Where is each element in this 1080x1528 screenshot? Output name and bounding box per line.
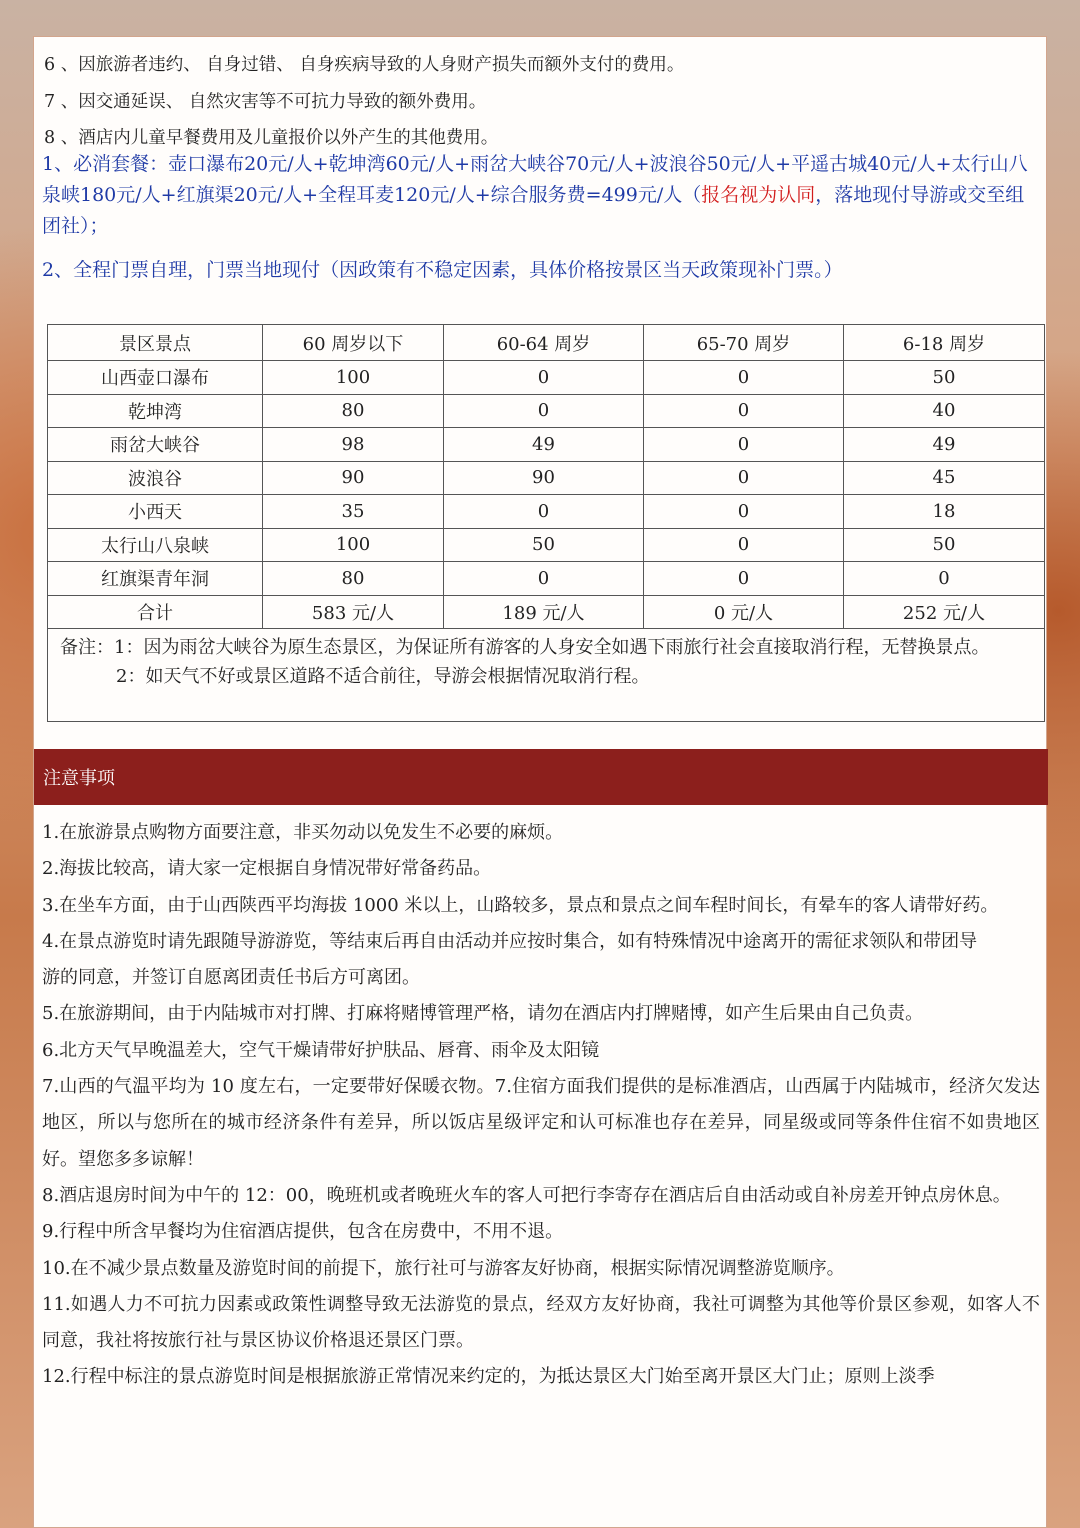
table-note bbox=[48, 629, 1045, 722]
table-cell: 合计 bbox=[48, 595, 263, 629]
table-cell: 0 bbox=[644, 528, 844, 562]
exclusion-item-8: 8 、酒店内儿童早餐费用及儿童报价以外产生的其他费用。 bbox=[44, 128, 499, 148]
table-cell: 0 bbox=[644, 495, 844, 529]
notice-item: 12.行程中标注的景点游览时间是根据旅游正常情况来约定的，为抵达景区大门始至离开景区大门止；原则上淡季 bbox=[42, 1366, 935, 1388]
table-cell: 0 bbox=[644, 361, 844, 395]
table-cell: 红旗渠青年洞 bbox=[48, 562, 263, 596]
table-cell: 583 元/人 bbox=[263, 595, 444, 629]
table-cell: 小西天 bbox=[48, 495, 263, 529]
notice-list bbox=[42, 815, 1040, 1396]
notice-item: 2.海拔比较高，请大家一定根据自身情况带好常备药品。 bbox=[42, 858, 492, 880]
table-cell: 100 bbox=[263, 528, 444, 562]
table-cell: 0 bbox=[444, 361, 644, 395]
notice-item: 10.在不减少景点数量及游览时间的前提下，旅行社可与游客友好协商，根据实际情况调整游览顺序。 bbox=[42, 1257, 845, 1279]
table-cell: 189 元/人 bbox=[444, 595, 644, 629]
note-line-2: 2：如天气不好或景区道路不适合前往，导游会根据情况取消行程。 bbox=[116, 666, 650, 687]
notice-item: 5.在旅游期间，由于内陆城市对打牌、打麻将赌博管理严格，请勿在酒店内打牌赌博，如产生后果由自己负责。 bbox=[42, 1003, 924, 1025]
notice-item: 3.在坐车方面，由于山西陕西平均海拔 1000 米以上，山路较多，景点和景点之间车程时间长，有晕车的客人请带好药。 bbox=[42, 894, 999, 916]
table-cell: 0 bbox=[644, 461, 844, 495]
table-row bbox=[48, 394, 1045, 428]
exclusion-item-6: 6 、因旅游者违约、 自身过错、 自身疾病导致的人身财产损失而额外支付的费用。 bbox=[44, 55, 685, 75]
document-page bbox=[33, 36, 1047, 1528]
notice-item: 9.行程中所含早餐均为住宿酒店提供，包含在房费中，不用不退。 bbox=[42, 1221, 564, 1243]
table-cell: 0 bbox=[644, 428, 844, 462]
table-cell: 40 bbox=[844, 394, 1045, 428]
table-cell: 乾坤湾 bbox=[48, 394, 263, 428]
table-cell: 90 bbox=[263, 461, 444, 495]
table-row bbox=[48, 562, 1045, 596]
table-cell: 252 元/人 bbox=[844, 595, 1045, 629]
table-header-row bbox=[48, 325, 1045, 361]
table-note-row bbox=[48, 629, 1045, 722]
table-header: 65-70 周岁 bbox=[644, 325, 844, 361]
table-cell: 山西壶口瀑布 bbox=[48, 361, 263, 395]
section-title: 注意事项 bbox=[43, 768, 115, 789]
ticket-price-table bbox=[47, 324, 1045, 722]
package-highlight: 报名视为认同 bbox=[701, 184, 816, 206]
table-cell: 50 bbox=[844, 528, 1045, 562]
notice-item: 4.在景点游览时请先跟随导游游览，等结束后再自由活动并应按时集合，如有特殊情况中途离开的需征求领队和带团导 bbox=[42, 930, 978, 952]
table-cell: 0 bbox=[844, 562, 1045, 596]
notice-item: 11.如遇人力不可抗力因素或政策性调整导致无法游览的景点，经双方友好协商，我社可调整为其他等价景区参观，如客人不同意，我社将按旅行社与景区协议价格退还景区门票。 bbox=[42, 1293, 1040, 1352]
table-cell: 80 bbox=[263, 394, 444, 428]
exclusion-item-7: 7 、因交通延误、 自然灾害等不可抗力导致的额外费用。 bbox=[44, 92, 487, 112]
table-cell: 49 bbox=[844, 428, 1045, 462]
mandatory-package bbox=[42, 149, 1038, 242]
table-cell: 0 bbox=[644, 562, 844, 596]
table-cell: 90 bbox=[444, 461, 644, 495]
table-row bbox=[48, 528, 1045, 562]
notice-item: 7.山西的气温平均为 10 度左右，一定要带好保暖衣物。7.住宿方面我们提供的是标准酒店，山西属于内陆城市，经济欠发达地区，所以与您所在的城市经济条件有差异，所以饭店星级评定和认可标准也存在差异，同星级或同等条件住宿不如贵地区好。望您多多谅解！ bbox=[42, 1076, 1040, 1170]
table-cell: 50 bbox=[844, 361, 1045, 395]
table-cell: 雨岔大峡谷 bbox=[48, 428, 263, 462]
table-header: 6-18 周岁 bbox=[844, 325, 1045, 361]
table-cell: 80 bbox=[263, 562, 444, 596]
notice-item: 1.在旅游景点购物方面要注意，非买勿动以免发生不必要的麻烦。 bbox=[42, 822, 564, 843]
table-cell: 35 bbox=[263, 495, 444, 529]
table-cell: 0 bbox=[444, 495, 644, 529]
package-lead: 1、必消套餐：壶口瀑布20元/人+乾坤湾60元/人+雨岔大峡谷70元/人+波浪谷50元/人+平遥古城40元/人+太行山八泉峡180元/人+红旗渠20元/人+全程耳麦120元/人+综合服务费=499元/人（ bbox=[42, 153, 1028, 206]
table-total-row bbox=[48, 595, 1045, 629]
table-cell: 45 bbox=[844, 461, 1045, 495]
notice-item: 游的同意，并签订自愿离团责任书后方可离团。 bbox=[42, 967, 420, 989]
section-banner bbox=[34, 749, 1048, 805]
table-row bbox=[48, 461, 1045, 495]
table-cell: 0 元/人 bbox=[644, 595, 844, 629]
table-cell: 0 bbox=[444, 394, 644, 428]
package-tail: ，落地现付导游或交至组团社）； bbox=[42, 184, 1025, 237]
table-cell: 100 bbox=[263, 361, 444, 395]
notice-item: 6.北方天气早晚温差大，空气干燥请带好护肤品、唇膏、雨伞及太阳镜 bbox=[42, 1039, 600, 1061]
table-cell: 0 bbox=[644, 394, 844, 428]
notice-item: 8.酒店退房时间为中午的 12：00，晚班机或者晚班火车的客人可把行李寄存在酒店后自由活动或自补房差开钟点房休息。 bbox=[42, 1184, 1011, 1206]
table-row bbox=[48, 495, 1045, 529]
table-cell: 18 bbox=[844, 495, 1045, 529]
table-cell: 50 bbox=[444, 528, 644, 562]
table-cell: 波浪谷 bbox=[48, 461, 263, 495]
table-cell: 49 bbox=[444, 428, 644, 462]
table-row bbox=[48, 361, 1045, 395]
table-row bbox=[48, 428, 1045, 462]
table-header: 60-64 周岁 bbox=[444, 325, 644, 361]
table-cell: 98 bbox=[263, 428, 444, 462]
table-header: 景区景点 bbox=[48, 325, 263, 361]
table-header: 60 周岁以下 bbox=[263, 325, 444, 361]
table-cell: 太行山八泉峡 bbox=[48, 528, 263, 562]
note-line-1: 备注：1：因为雨岔大峡谷为原生态景区，为保证所有游客的人身安全如遇下雨旅行社会直接取消行程，无替换景点。 bbox=[60, 637, 990, 658]
ticket-notice: 2、全程门票自理，门票当地现付（因政策有不稳定因素，具体价格按景区当天政策现补门票。） bbox=[42, 259, 843, 281]
table-cell: 0 bbox=[444, 562, 644, 596]
